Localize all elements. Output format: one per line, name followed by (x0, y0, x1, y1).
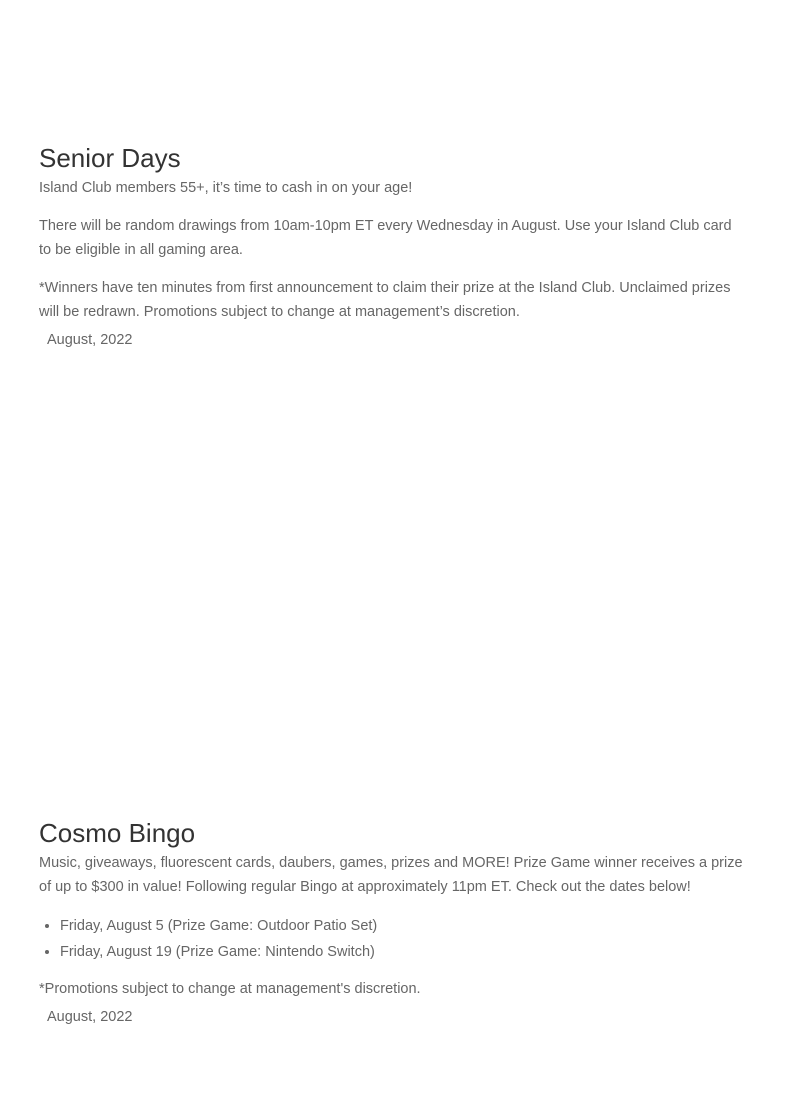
list-item: • Friday, August 19 (Prize Game: Nintendo Switch) (60, 939, 744, 965)
description-text: There will be random drawings from 10am-10pm ET every Wednesday in August. Use your Island Club card to be eligible in all gaming area. (39, 218, 732, 258)
cosmo-bingo-section (39, 817, 744, 1029)
event-dates-list (39, 913, 744, 965)
promotion-date: August, 2022 (47, 332, 133, 348)
list-item: • Friday, August 5 (Prize Game: Outdoor Patio Set) (60, 913, 744, 939)
promotion-date: August, 2022 (47, 1009, 133, 1025)
section-title: Cosmo Bingo (39, 818, 196, 848)
intro-text: Music, giveaways, fluorescent cards, daubers, games, prizes and MORE! Prize Game winner receives a prize of up to $300 in value! Following regular Bingo at approximately 11pm ET. Check out the dates below! (39, 855, 743, 895)
disclaimer-text: *Promotions subject to change at management's discretion. (39, 981, 421, 997)
section-title: Senior Days (39, 143, 181, 173)
disclaimer-text: *Winners have ten minutes from first announcement to claim their prize at the Island Club. Unclaimed prizes will be redrawn. Promotions subject to change at management’s discretion. (39, 280, 731, 320)
senior-days-section (39, 142, 744, 352)
intro-text: Island Club members 55+, it’s time to cash in on your age! (39, 180, 413, 196)
